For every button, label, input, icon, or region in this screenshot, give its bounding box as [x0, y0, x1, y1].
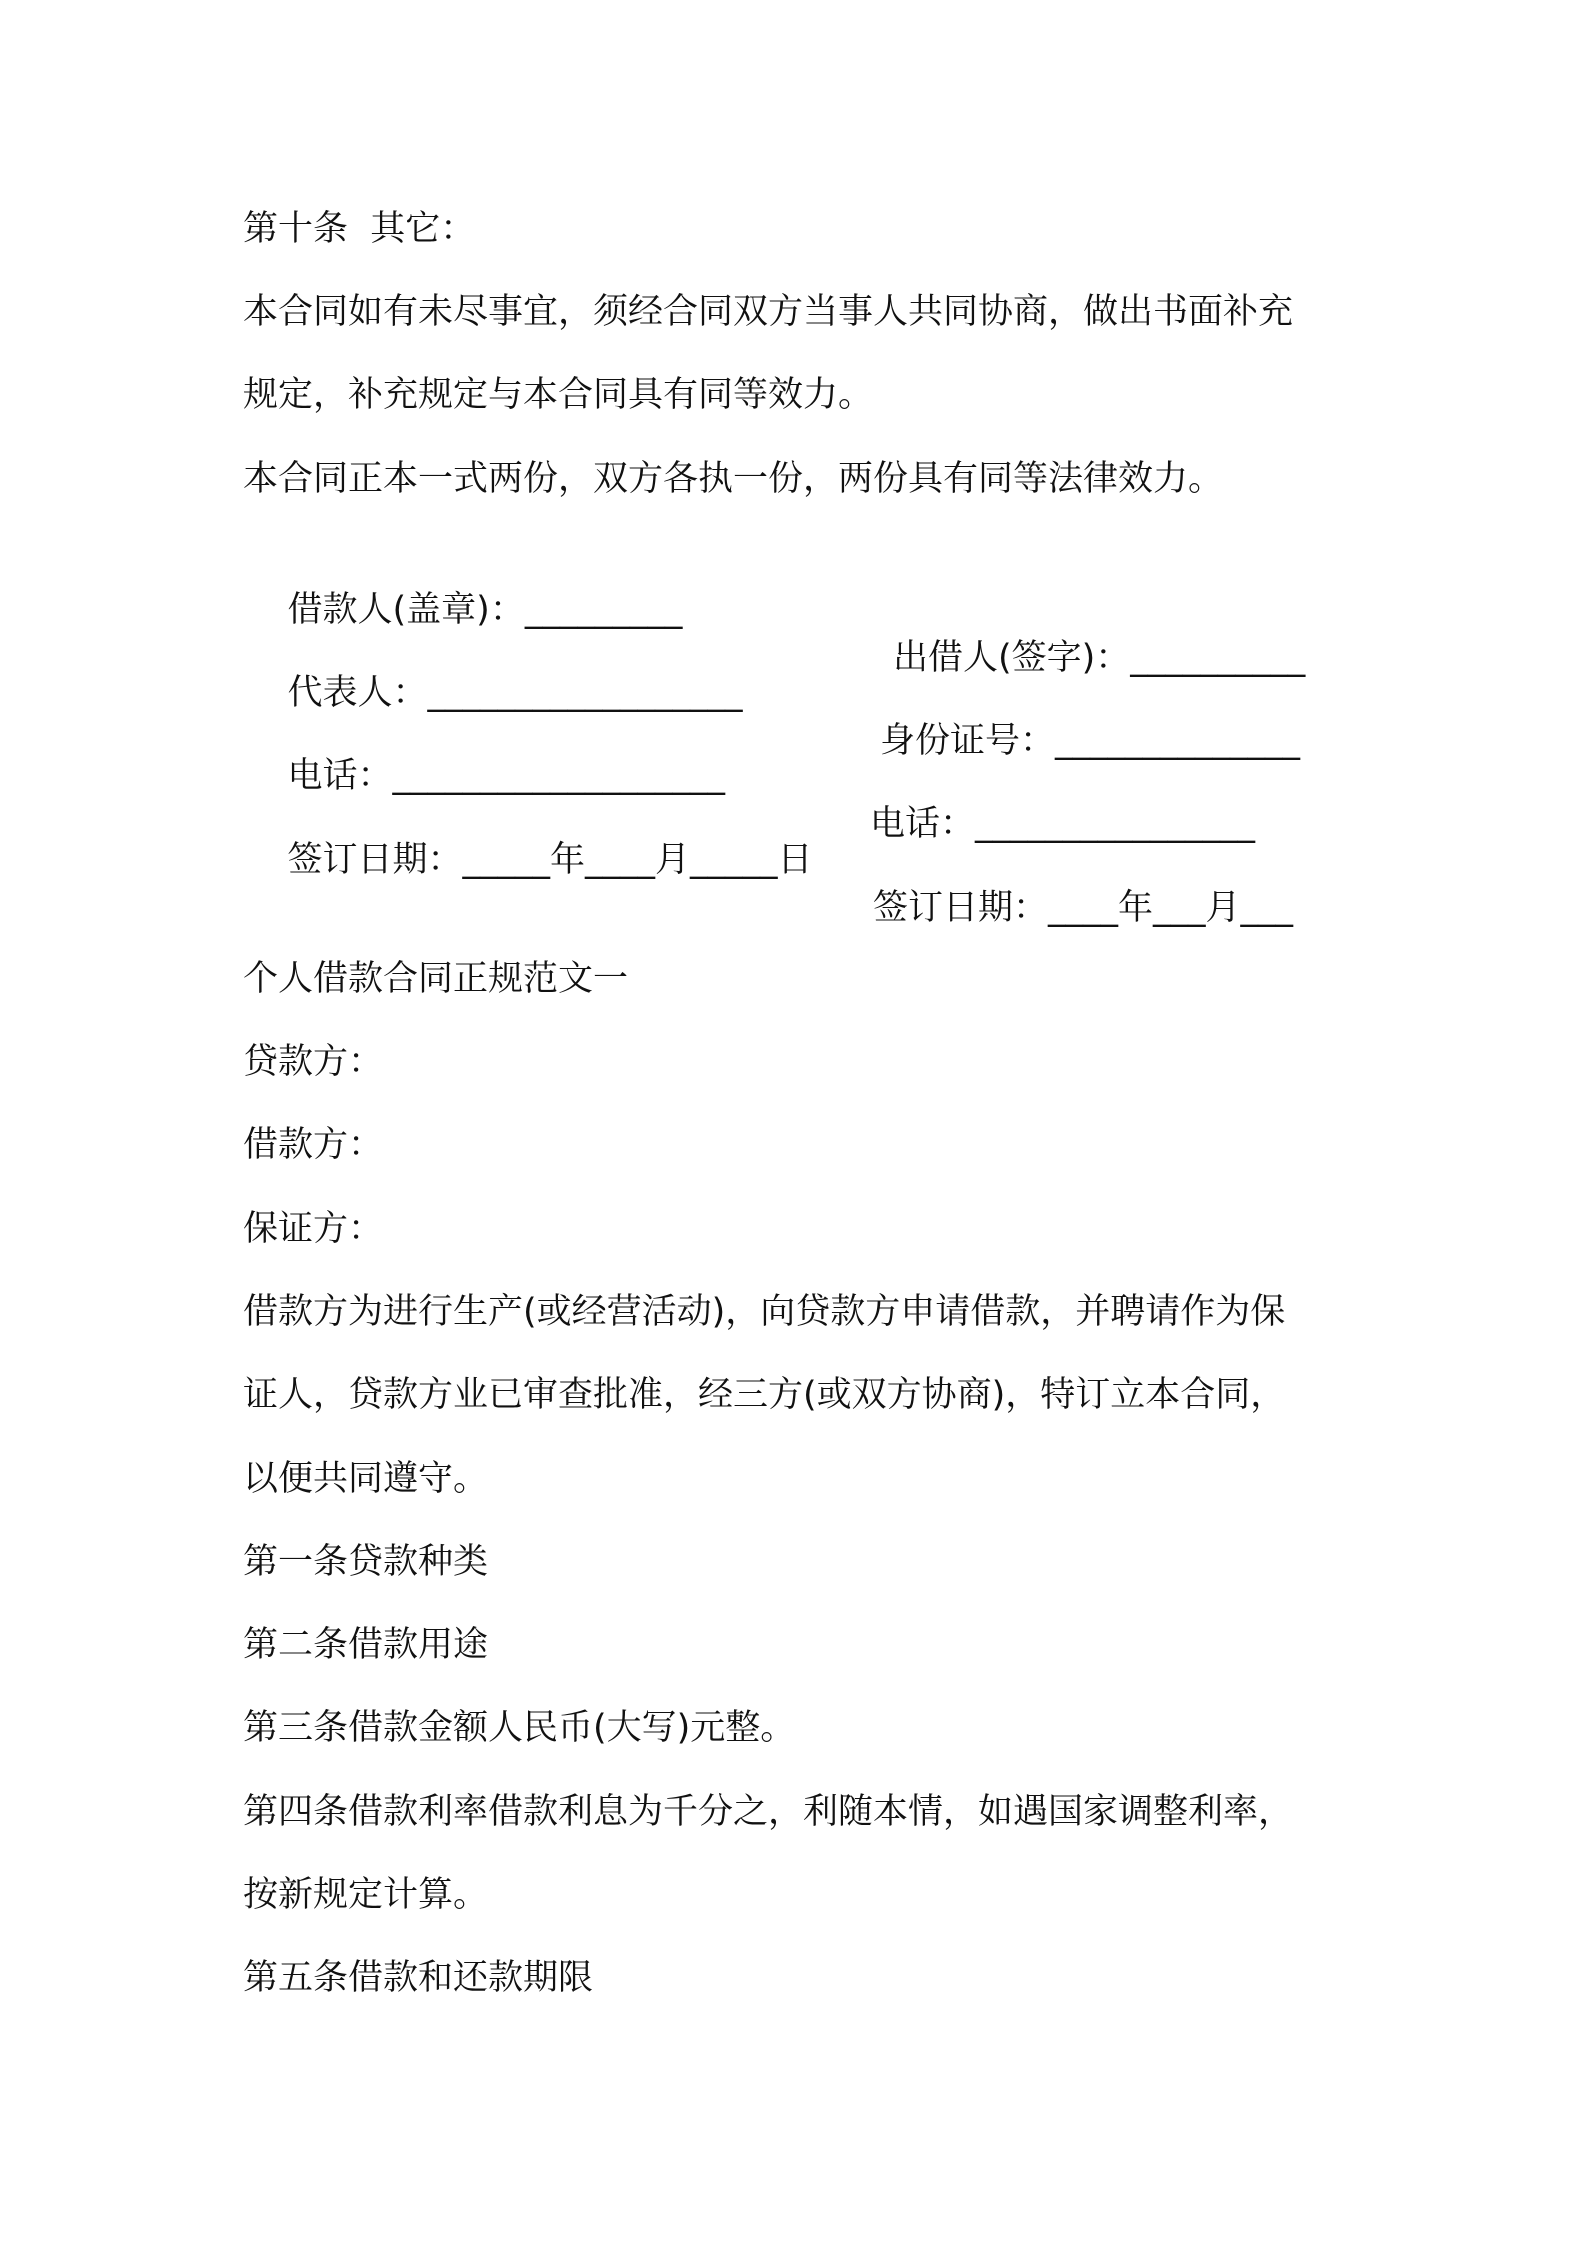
borrower-seal-field: 借款人(盖章)：_________: [287, 590, 683, 630]
intro-line1: 借款方为进行生产(或经营活动)，向贷款方申请借款，并聘请作为保: [243, 1292, 1286, 1332]
section10-paragraph2: 本合同正本一式两份，双方各执一份，两份具有同等法律效力。: [243, 459, 1224, 499]
section10-paragraph1-line2: 规定，补充规定与本合同具有同等效力。: [243, 375, 874, 415]
intro-line3: 以便共同遵守。: [243, 1459, 489, 1499]
signing-date-left: 签订日期：_____年____月_____日: [287, 840, 813, 880]
lender-signature-field: 出借人(签字)：__________: [893, 638, 1306, 678]
signing-date-right: 签订日期：____年___月___: [873, 888, 1294, 928]
representative-field: 代表人：__________________: [287, 673, 743, 713]
article-4-line1: 第四条借款利率借款利息为千分之，利随本情，如遇国家调整利率，: [243, 1792, 1294, 1832]
section10-heading: 第十条 其它：: [243, 209, 476, 249]
guarantor-party-label: 保证方：: [243, 1209, 384, 1249]
intro-line2: 证人，贷款方业已审查批准，经三方(或双方协商)，特订立本合同，: [243, 1375, 1286, 1415]
lender-party-label: 贷款方：: [243, 1042, 384, 1082]
section10-paragraph1-line1: 本合同如有未尽事宜，须经合同双方当事人共同协商，做出书面补充: [243, 292, 1294, 332]
article-2: 第二条借款用途: [243, 1625, 489, 1665]
article-3: 第三条借款金额人民币(大写)元整。: [243, 1708, 796, 1748]
borrower-party-label: 借款方：: [243, 1125, 384, 1165]
phone-field-left: 电话：___________________: [287, 756, 726, 796]
article-1: 第一条贷款种类: [243, 1542, 489, 1582]
phone-field-right: 电话：________________: [870, 804, 1256, 844]
contract-title: 个人借款合同正规范文一: [243, 959, 629, 999]
article-4-line2: 按新规定计算。: [243, 1875, 489, 1915]
article-5: 第五条借款和还款期限: [243, 1958, 594, 1998]
id-number-field: 身份证号：______________: [880, 721, 1301, 761]
